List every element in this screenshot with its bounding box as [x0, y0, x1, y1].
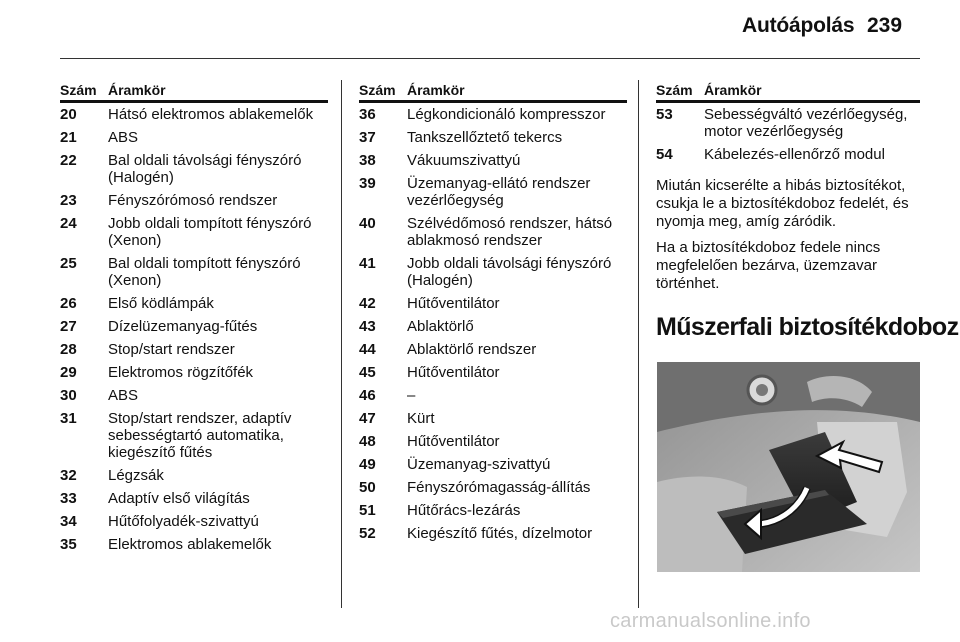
table-row [60, 536, 328, 553]
circuit-description: Elektromos ablakemelők [108, 536, 272, 553]
circuit-description: Kiegészítő fűtés, dízelmotor [407, 525, 593, 542]
table-row [60, 410, 328, 461]
table-row [656, 106, 920, 140]
fuse-number: 35 [60, 536, 77, 553]
circuit-description: Sebességváltó vezérlőegység, motor vezérlőegység [704, 106, 908, 140]
fuse-number: 51 [359, 502, 376, 519]
fuse-number: 37 [359, 129, 376, 146]
circuit-description: Bal oldali tompított fényszóró (Xenon) [108, 255, 301, 289]
fuse-number: 39 [359, 175, 376, 192]
header-circuit: Áramkör [108, 82, 166, 98]
table-row [60, 129, 328, 146]
table-row [60, 364, 328, 381]
column-divider-2 [638, 80, 639, 608]
table-row [359, 215, 627, 249]
circuit-description: Ablaktörlő [407, 318, 474, 335]
fuse-number: 38 [359, 152, 376, 169]
table-row [359, 341, 627, 358]
table-row [359, 364, 627, 381]
table-row [359, 387, 627, 404]
circuit-description: Kábelezés-ellenőrző modul [704, 146, 885, 163]
fuse-number: 43 [359, 318, 376, 335]
fuse-table-col-3 [656, 82, 959, 342]
circuit-description: Jobb oldali távolsági fényszóró (Halogén) [407, 255, 612, 289]
table-row [60, 467, 328, 484]
fuse-number: 47 [359, 410, 376, 427]
page-number: 239 [867, 14, 903, 37]
fuse-table-col-2 [359, 82, 627, 542]
fuse-number: 22 [60, 152, 77, 169]
header-num: Szám [60, 82, 97, 98]
circuit-description: ABS [108, 129, 139, 146]
fuse-number: 25 [60, 255, 77, 272]
circuit-description: Légkondicionáló kompresszor [407, 106, 606, 123]
table-row [359, 456, 627, 473]
table-row [60, 106, 328, 123]
table-row [359, 525, 627, 542]
fuse-number: 45 [359, 364, 376, 381]
circuit-description: Ablaktörlő rendszer [407, 341, 537, 358]
circuit-description: Stop/start rendszer, adaptív sebességtartó automatika, kiegészítő fűtés [108, 410, 292, 461]
fuse-number: 27 [60, 318, 77, 335]
fuse-number: 36 [359, 106, 376, 123]
fuse-number: 49 [359, 456, 376, 473]
table-row [359, 106, 627, 123]
circuit-description: Hűtőventilátor [407, 433, 500, 450]
circuit-description: ABS [108, 387, 139, 404]
table-row [359, 129, 627, 146]
circuit-description: Szélvédőmosó rendszer, hátsó ablakmosó rendszer [407, 215, 613, 249]
table-row [60, 341, 328, 358]
table-row [60, 255, 328, 289]
fuse-number: 21 [60, 129, 77, 146]
table-row [359, 152, 627, 169]
circuit-description: Hűtőventilátor [407, 295, 500, 312]
fuse-number: 42 [359, 295, 376, 312]
fuse-number: 20 [60, 106, 77, 123]
fuse-number: 31 [60, 410, 77, 427]
fuse-table-col-1 [60, 82, 328, 553]
fuse-number: 24 [60, 215, 77, 232]
fuse-number: 34 [60, 513, 77, 530]
table-body [60, 106, 328, 553]
header-circuit: Áramkör [704, 82, 762, 98]
circuit-description: Első ködlámpák [108, 295, 214, 312]
table-row [359, 410, 627, 427]
circuit-description: Jobb oldali tompított fényszóró (Xenon) [108, 215, 312, 249]
table-row [60, 513, 328, 530]
table-row [359, 433, 627, 450]
table-row [359, 502, 627, 519]
header-circuit: Áramkör [407, 82, 465, 98]
table-row [60, 295, 328, 312]
header-num: Szám [359, 82, 396, 98]
table-row [359, 255, 627, 289]
circuit-description: Hűtőrács-lezárás [407, 502, 521, 519]
table-row [359, 479, 627, 496]
circuit-description: Fényszórómosó rendszer [108, 192, 278, 209]
header-rule [60, 58, 920, 59]
table-body [359, 106, 627, 542]
circuit-description: Elektromos rögzítőfék [108, 364, 254, 381]
instruction-paragraph: Miután kicserélte a hibás biztosítékot, csukja le a biztosítékdoboz fedelét, és nyomja meg, amíg záródik. [656, 177, 909, 230]
circuit-description: Üzemanyag-ellátó rendszer vezérlőegység [407, 175, 591, 209]
circuit-description: Hűtőventilátor [407, 364, 500, 381]
watermark: carmanualsonline.info [610, 610, 811, 632]
table-header [60, 82, 328, 103]
table-row [359, 175, 627, 209]
table-row [60, 387, 328, 404]
table-header [359, 82, 627, 103]
table-row [359, 318, 627, 335]
circuit-description: Stop/start rendszer [108, 341, 235, 358]
circuit-description: Fényszórómagasság-állítás [407, 479, 591, 496]
column-divider-1 [341, 80, 342, 608]
fuse-number: 52 [359, 525, 376, 542]
fuse-number: 33 [60, 490, 77, 507]
warning-paragraph: Ha a biztosítékdoboz fedele nincs megfelelően bezárva, üzemzavar történhet. [656, 239, 881, 292]
table-row [60, 152, 328, 186]
circuit-description: Kürt [407, 410, 435, 427]
circuit-description: Adaptív első világítás [108, 490, 250, 507]
circuit-description: Tankszellőztető tekercs [407, 129, 563, 146]
table-body [656, 106, 920, 163]
fuse-number: 26 [60, 295, 77, 312]
running-header-title: Autóápolás [742, 14, 855, 37]
header-num: Szám [656, 82, 693, 98]
table-row [656, 146, 920, 163]
circuit-description: Hátsó elektromos ablakemelők [108, 106, 314, 123]
fuse-number: 23 [60, 192, 77, 209]
table-row [60, 215, 328, 249]
fuse-box-cover-photo [657, 362, 920, 572]
table-row [359, 295, 627, 312]
circuit-description: Hűtőfolyadék-szivattyú [108, 513, 259, 530]
circuit-description: Légzsák [108, 467, 164, 484]
fuse-number: 32 [60, 467, 77, 484]
table-row [60, 192, 328, 209]
fuse-number: 44 [359, 341, 376, 358]
fuse-number: 53 [656, 106, 673, 123]
fuse-number: 41 [359, 255, 376, 272]
circuit-description: Dízelüzemanyag-fűtés [108, 318, 258, 335]
table-row [60, 490, 328, 507]
table-row [60, 318, 328, 335]
fuse-number: 40 [359, 215, 376, 232]
circuit-description: Bal oldali távolsági fényszóró (Halogén) [108, 152, 302, 186]
fuse-number: 46 [359, 387, 376, 404]
circuit-description: Üzemanyag-szivattyú [407, 456, 551, 473]
section-title: Műszerfali biztosítékdoboz [656, 313, 959, 341]
table-header [656, 82, 920, 103]
fuse-number: 50 [359, 479, 376, 496]
fuse-number: 48 [359, 433, 376, 450]
circuit-description: Vákuumszivattyú [407, 152, 521, 169]
circuit-description: – [407, 387, 416, 404]
fuse-number: 54 [656, 146, 673, 163]
fuse-number: 29 [60, 364, 77, 381]
fuse-number: 28 [60, 341, 77, 358]
fuse-number: 30 [60, 387, 77, 404]
